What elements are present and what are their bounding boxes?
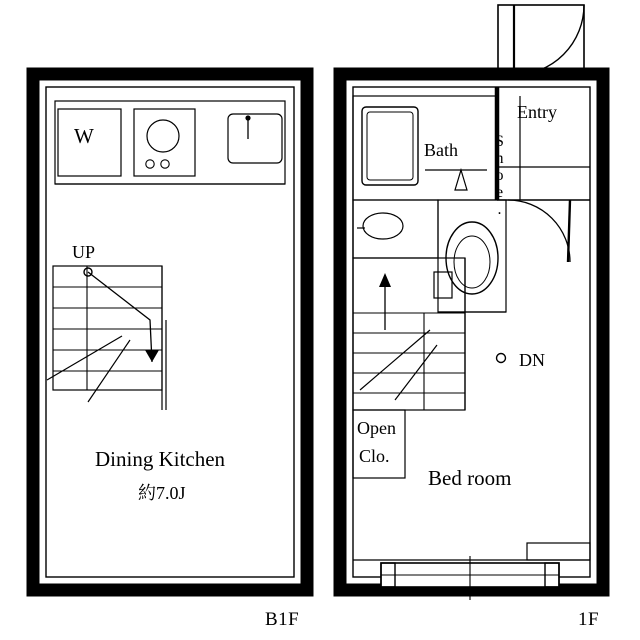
open-closet-label-line2: Clo. (359, 446, 390, 466)
entrance-door-swing-icon (514, 5, 584, 75)
b1f-stair-direction-line (88, 272, 152, 362)
bath-label: Bath (424, 140, 458, 160)
stove-unit (134, 109, 195, 176)
1f-floor-tag: 1F (578, 609, 600, 630)
stove-burner-icon (147, 120, 179, 152)
1f-inner-outline (353, 87, 590, 577)
1f-outer-wall (340, 74, 603, 590)
dn-marker-dot (497, 354, 506, 363)
sink-basin (228, 114, 282, 163)
b1f-outer-wall (33, 74, 307, 590)
open-closet-label-line1: Open (357, 418, 396, 438)
dining-kitchen-label: Dining Kitchen (95, 447, 226, 471)
bed-room-label: Bed room (428, 466, 512, 490)
b1f-stairs-up-label: UP (72, 242, 96, 262)
washbasin-icon (363, 213, 403, 239)
bedroom-corner-shelf (527, 543, 590, 560)
shoe-closet-label: Shoe. (491, 133, 508, 218)
b1f-plan (33, 74, 307, 590)
b1f-stair-arrow-icon (145, 350, 159, 362)
entry-label: Entry (517, 102, 557, 122)
entrance-porch (498, 5, 584, 75)
interior-door-swing-icon (508, 200, 570, 262)
1f-plan (340, 5, 603, 600)
washer-label: W (74, 124, 94, 148)
faucet-head-icon (245, 115, 250, 120)
stove-knob-icon (161, 160, 169, 168)
b1f-inner-outline (46, 87, 294, 577)
bathtub (362, 107, 418, 185)
1f-stair-block (353, 258, 465, 410)
vanity-unit (353, 200, 438, 258)
stove-knob-icon (146, 160, 154, 168)
stairs-down-label: DN (519, 350, 545, 370)
bath-door-icon (455, 170, 467, 190)
dining-kitchen-area-label: 約7.0J (138, 483, 186, 503)
b1f-floor-tag: B1F (265, 609, 300, 630)
1f-stair-arrow-icon (379, 273, 391, 287)
